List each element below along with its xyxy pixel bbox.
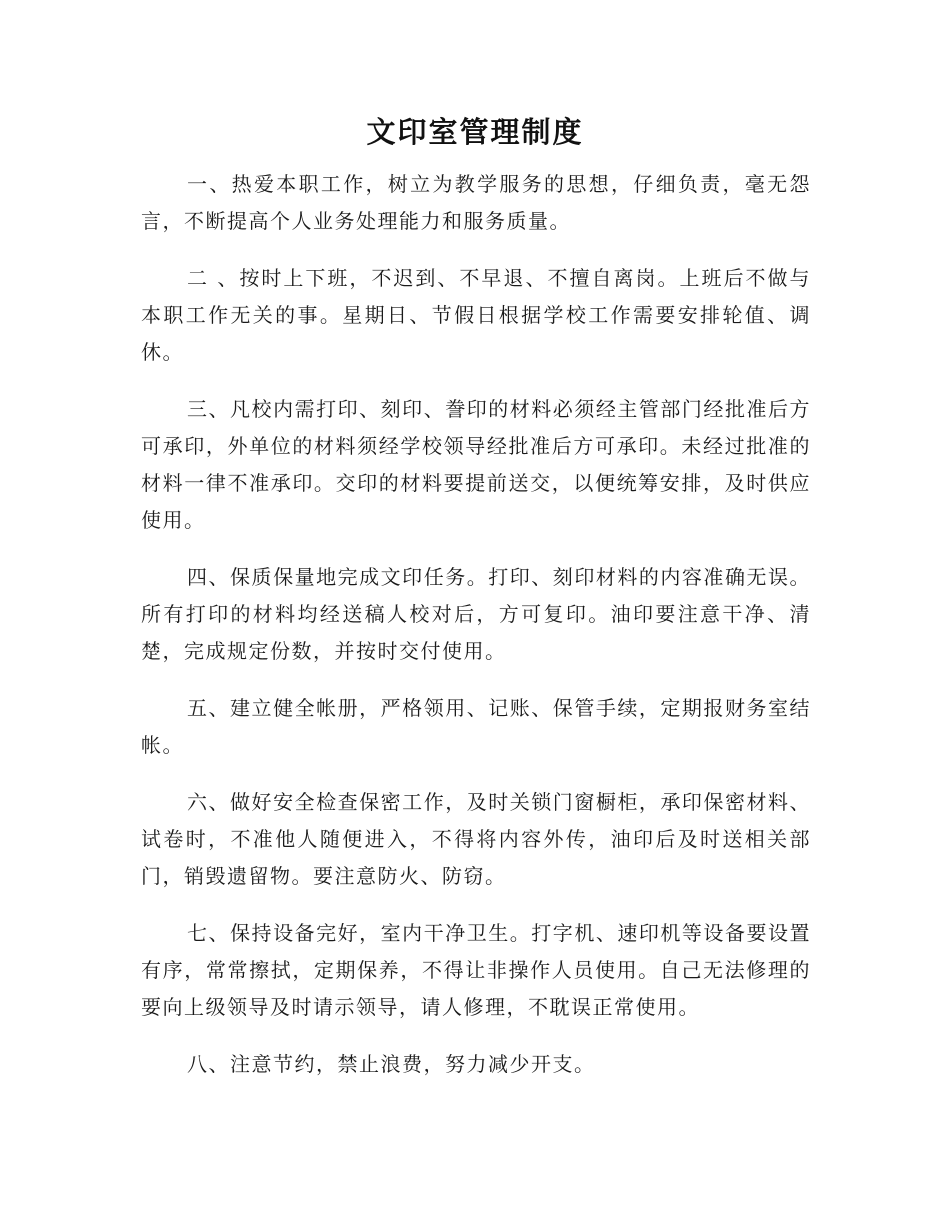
paragraph-3: 三、凡校内需打印、刻印、誊印的材料必须经主管部门经批准后方可承印，外单位的材料须经学校领导经批准后方可承印。未经过批准的材料一律不准承印。交印的材料要提前送交，以便统筹安排，及时供应使用。 — [141, 397, 811, 532]
paragraph-6: 六、做好安全检查保密工作，及时关锁门窗橱柜，承印保密材料、试卷时，不准他人随便进入，不得将内容外传，油印后及时送相关部门，销毁遗留物。要注意防火、防窃。 — [141, 790, 811, 888]
document-title: 文印室管理制度 — [366, 115, 584, 149]
paragraph-5: 五、建立健全帐册，严格领用、记账、保管手续，定期报财务室结帐。 — [141, 696, 811, 757]
paragraph-2: 二 、按时上下班，不迟到、不早退、不擅自离岗。上班后不做与本职工作无关的事。星期日、节假日根据学校工作需要安排轮值、调休。 — [141, 266, 811, 364]
paragraph-7: 七、保持设备完好，室内干净卫生。打字机、速印机等设备要设置有序，常常擦拭，定期保养，不得让非操作人员使用。自己无法修理的要向上级领导及时请示领导，请人修理，不耽误正常使用。 — [141, 921, 811, 1019]
paragraph-4: 四、保质保量地完成文印任务。打印、刻印材料的内容准确无误。所有打印的材料均经送稿人校对后，方可复印。油印要注意干净、清楚，完成规定份数，并按时交付使用。 — [141, 565, 811, 663]
paragraph-1: 一、热爱本职工作，树立为教学服务的思想，仔细负责，毫无怨言，不断提高个人业务处理能力和服务质量。 — [141, 172, 811, 233]
document-body — [141, 166, 811, 1103]
paragraph-8: 八、注意节约，禁止浪费，努力减少开支。 — [187, 1052, 596, 1076]
